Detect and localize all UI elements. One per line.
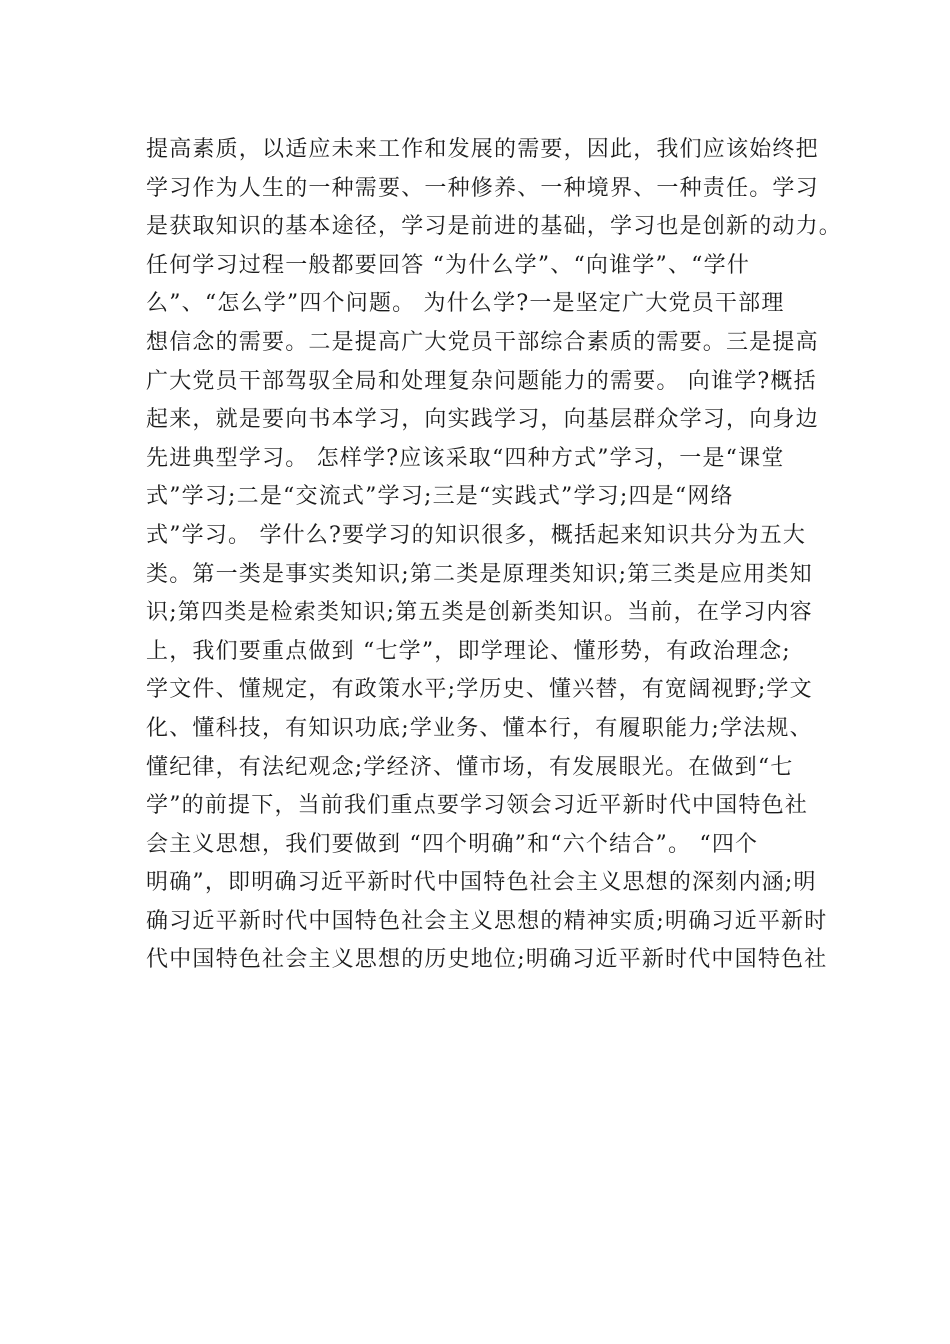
text-line-3: 是获取知识的基本途径，学习是前进的基础，学习也是创新的动力。: [146, 214, 843, 240]
text-line-5: 么”、“怎么学”四个问题。 为什么学?一是坚定广大党员干部理: [146, 291, 785, 317]
text-line-8: 起来，就是要向书本学习，向实践学习，向基层群众学习，向身边: [146, 407, 819, 433]
text-line-16: 化、懂科技，有知识功底;学业务、懂本行，有履职能力;学法规、: [146, 715, 813, 741]
text-line-10: 式”学习;二是“交流式”学习;三是“实践式”学习;四是“网络: [146, 484, 734, 510]
text-line-20: 明确”，即明确习近平新时代中国特色社会主义思想的深刻内涵;明: [146, 870, 817, 896]
text-line-18: 学”的前提下，当前我们重点要学习领会习近平新时代中国特色社: [146, 793, 809, 819]
text-line-2: 学习作为人生的一种需要、一种修养、一种境界、一种责任。学习: [146, 175, 819, 201]
text-line-11: 式”学习。 学什么?要学习的知识很多，概括起来知识共分为五大: [146, 522, 807, 548]
text-line-9: 先进典型学习。 怎样学?应该采取“四种方式”学习，一是“课堂: [146, 445, 785, 471]
text-line-6: 想信念的需要。二是提高广大党员干部综合素质的需要。三是提高: [146, 329, 819, 355]
text-line-19: 会主义思想，我们要做到 “四个明确”和“六个结合”。 “四个: [146, 831, 759, 857]
text-line-1: 提高素质，以适应未来工作和发展的需要，因此，我们应该始终把: [146, 137, 819, 162]
body-text: [146, 131, 843, 980]
text-line-12: 类。第一类是事实类知识;第二类是原理类知识;第三类是应用类知: [146, 561, 813, 587]
text-line-4: 任何学习过程一般都要回答 “为什么学”、“向谁学”、“学什: [146, 252, 751, 278]
text-line-14: 上，我们要重点做到 “七学”，即学理论、懂形势，有政治理念;: [146, 638, 791, 664]
text-line-15: 学文件、懂规定，有政策水平;学历史、懂兴替，有宽阔视野;学文: [146, 677, 813, 703]
text-line-22: 代中国特色社会主义思想的历史地位;明确习近平新时代中国特色社: [146, 947, 828, 973]
text-line-21: 确习近平新时代中国特色社会主义思想的精神实质;明确习近平新时: [146, 908, 828, 934]
text-line-7: 广大党员干部驾驭全局和处理复杂问题能力的需要。 向谁学?概括: [146, 368, 817, 394]
text-line-17: 懂纪律，有法纪观念;学经济、懂市场，有发展眼光。在做到“七: [146, 754, 794, 780]
text-line-13: 识;第四类是检索类知识;第五类是创新类知识。当前，在学习内容: [146, 600, 813, 626]
